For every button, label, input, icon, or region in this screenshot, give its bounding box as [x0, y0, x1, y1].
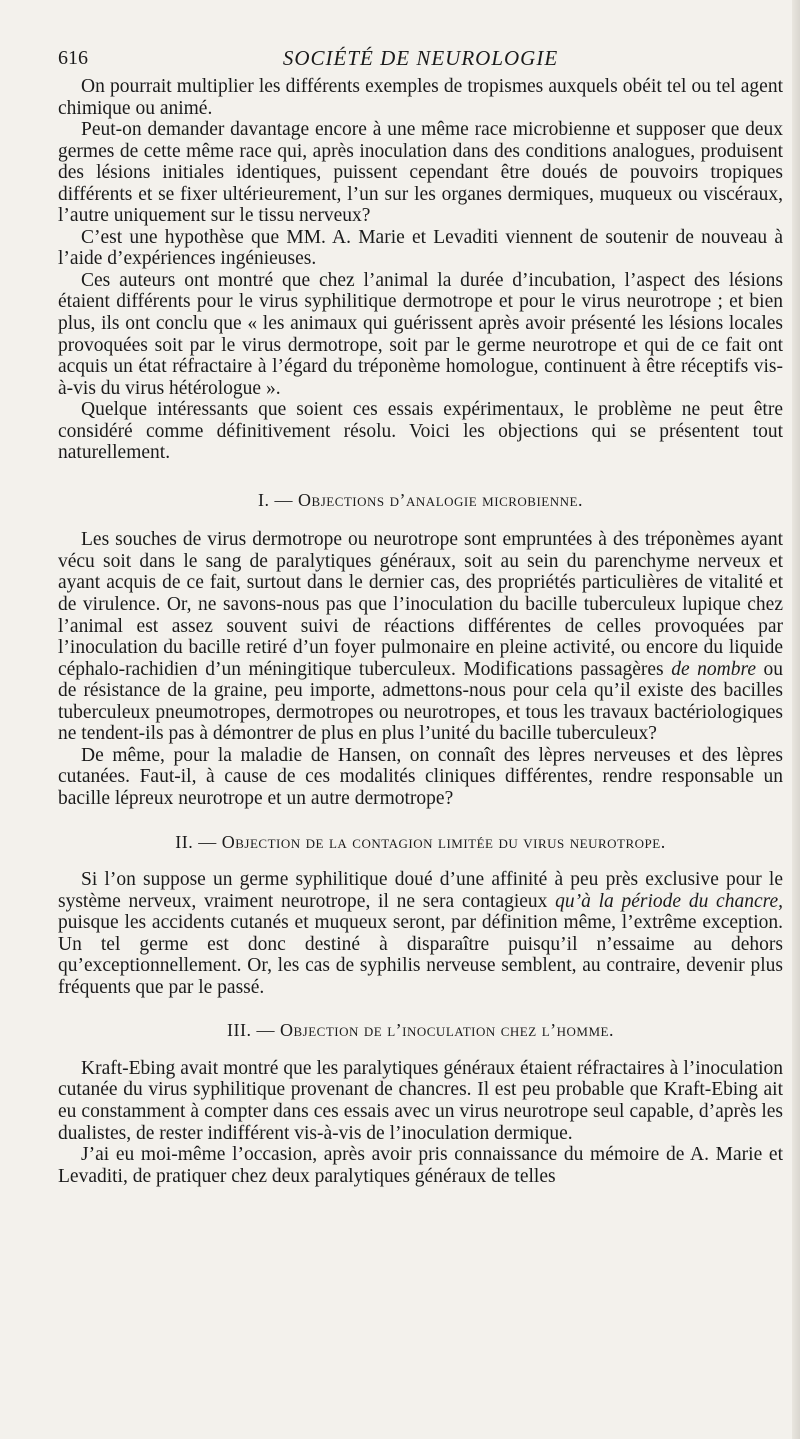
paragraph: C’est une hypothèse que MM. A. Marie et Levaditi viennent de soutenir de nouveau à l’aide d’expériences ingénieuses. [58, 226, 783, 270]
section-heading-3: III. — Objection de l’inoculation chez l’homme. [227, 1020, 614, 1041]
emphasis: de nombre [671, 658, 756, 680]
paragraph: J’ai eu moi-même l’occasion, après avoir pris connaissance du mémoire de A. Marie et Levaditi, de pratiquer chez deux paralytiques généraux de telles [58, 1144, 783, 1187]
paragraph: Kraft-Ebing avait montré que les paralytiques généraux étaient réfractaires à l’inoculation cutanée du virus syphilitique provenant de chancres. Il est peu probable que Kraft-Ebing ait eu constamment à compter dans ces essais avec un virus neurotrope seul capable, d’après les dualistes, de rester indifférent vis-à-vis de l’inoculation dermique. [58, 1057, 783, 1144]
paragraph: Peut-on demander davantage encore à une même race microbienne et supposer que deux germes de cette même race qui, après inoculation dans des conditions analogues, produisent des lésions initiales identiques, puissent cependant être doués de pouvoirs tropiques différents et se fixer ultérieurement, l’un sur les organes dermiques, muqueux ou viscéraux, l’autre uniquement sur le tissu nerveux? [58, 119, 783, 227]
emphasis: qu’à la période du chancre, [555, 890, 783, 912]
paragraph: On pourrait multiplier les différents exemples de tropismes auxquels obéit tel ou tel agent chimique ou animé. [58, 76, 783, 119]
page-edge-shadow [792, 0, 800, 1439]
book-page [58, 48, 783, 1187]
page-number: 616 [58, 47, 88, 69]
running-title: SOCIÉTÉ DE NEUROLOGIE [282, 46, 559, 70]
section-heading-1: I. — Objections d’analogie microbienne. [258, 489, 583, 510]
paragraph: Quelque intéressants que soient ces essais expérimentaux, le problème ne peut être considéré comme définitivement résolu. Voici les objections qui se présentent tout naturellement. [58, 399, 783, 464]
paragraph: De même, pour la maladie de Hansen, on connaît des lèpres nerveuses et des lèpres cutanées. Faut-il, à cause de ces modalités cliniques différentes, rendre responsable un bacille lépreux neurotrope et un autre dermotrope? [58, 744, 783, 809]
paragraph: Ces auteurs ont montré que chez l’animal la durée d’incubation, l’aspect des lésions étaient différents pour le virus syphilitique dermotrope et pour le virus neurotrope ; et bien plus, ils ont conclu que « les animaux qui guérissent après avoir présenté les lésions locales provoquées soit par le virus dermotrope, soit par le germe neurotrope et qui de ce fait ont acquis un état réfractaire à l’égard du tréponème homologue, continuent à être réceptifs vis-à-vis du virus hétérologue ». [58, 269, 783, 399]
page-header [58, 48, 783, 76]
section-heading-2: II. — Objection de la contagion limitée du virus neurotrope. [175, 831, 666, 852]
paragraph: Si l’on suppose un germe syphilitique doué d’une affinité à peu près exclusive pour le système nerveux, vraiment neurotrope, il ne sera contagieux qu’à la période du chancre, puisque les accidents cutanés et muqueux seront, par définition même, l’extrême exception. Un tel germe est donc destiné à disparaître puisqu’il n’essaime au dehors qu’exceptionnellement. Or, les cas de syphilis nerveuse semblent, au contraire, devenir plus fréquents que par le passé. [58, 869, 783, 998]
paragraph: Les souches de virus dermotrope ou neurotrope sont empruntées à des tréponèmes ayant vécu soit dans le sang de paralytiques généraux, soit au sein du parenchyme nerveux et ayant acquis de ce fait, surtout dans le dernier cas, des propriétés particulières de vitalité et de virulence. Or, ne savons-nous pas que l’inoculation du bacille tuberculeux lupique chez l’animal est assez souvent suivi de réactions différentes de celles provoquées par l’inoculation du bacille retiré d’un foyer pulmonaire en pleine activité, ou encore du liquide céphalo-rachidien d’un méningitique tuberculeux. Modifications passagères de nombre ou de résistance de la graine, peu importe, admettons-nous pour cela qu’il existe des bacilles tuberculeux pneumotropes, dermotropes ou neurotropes, et tous les travaux bactériologiques ne tendent-ils pas à démontrer de plus en plus l’unité du bacille tuberculeux? [58, 529, 784, 745]
